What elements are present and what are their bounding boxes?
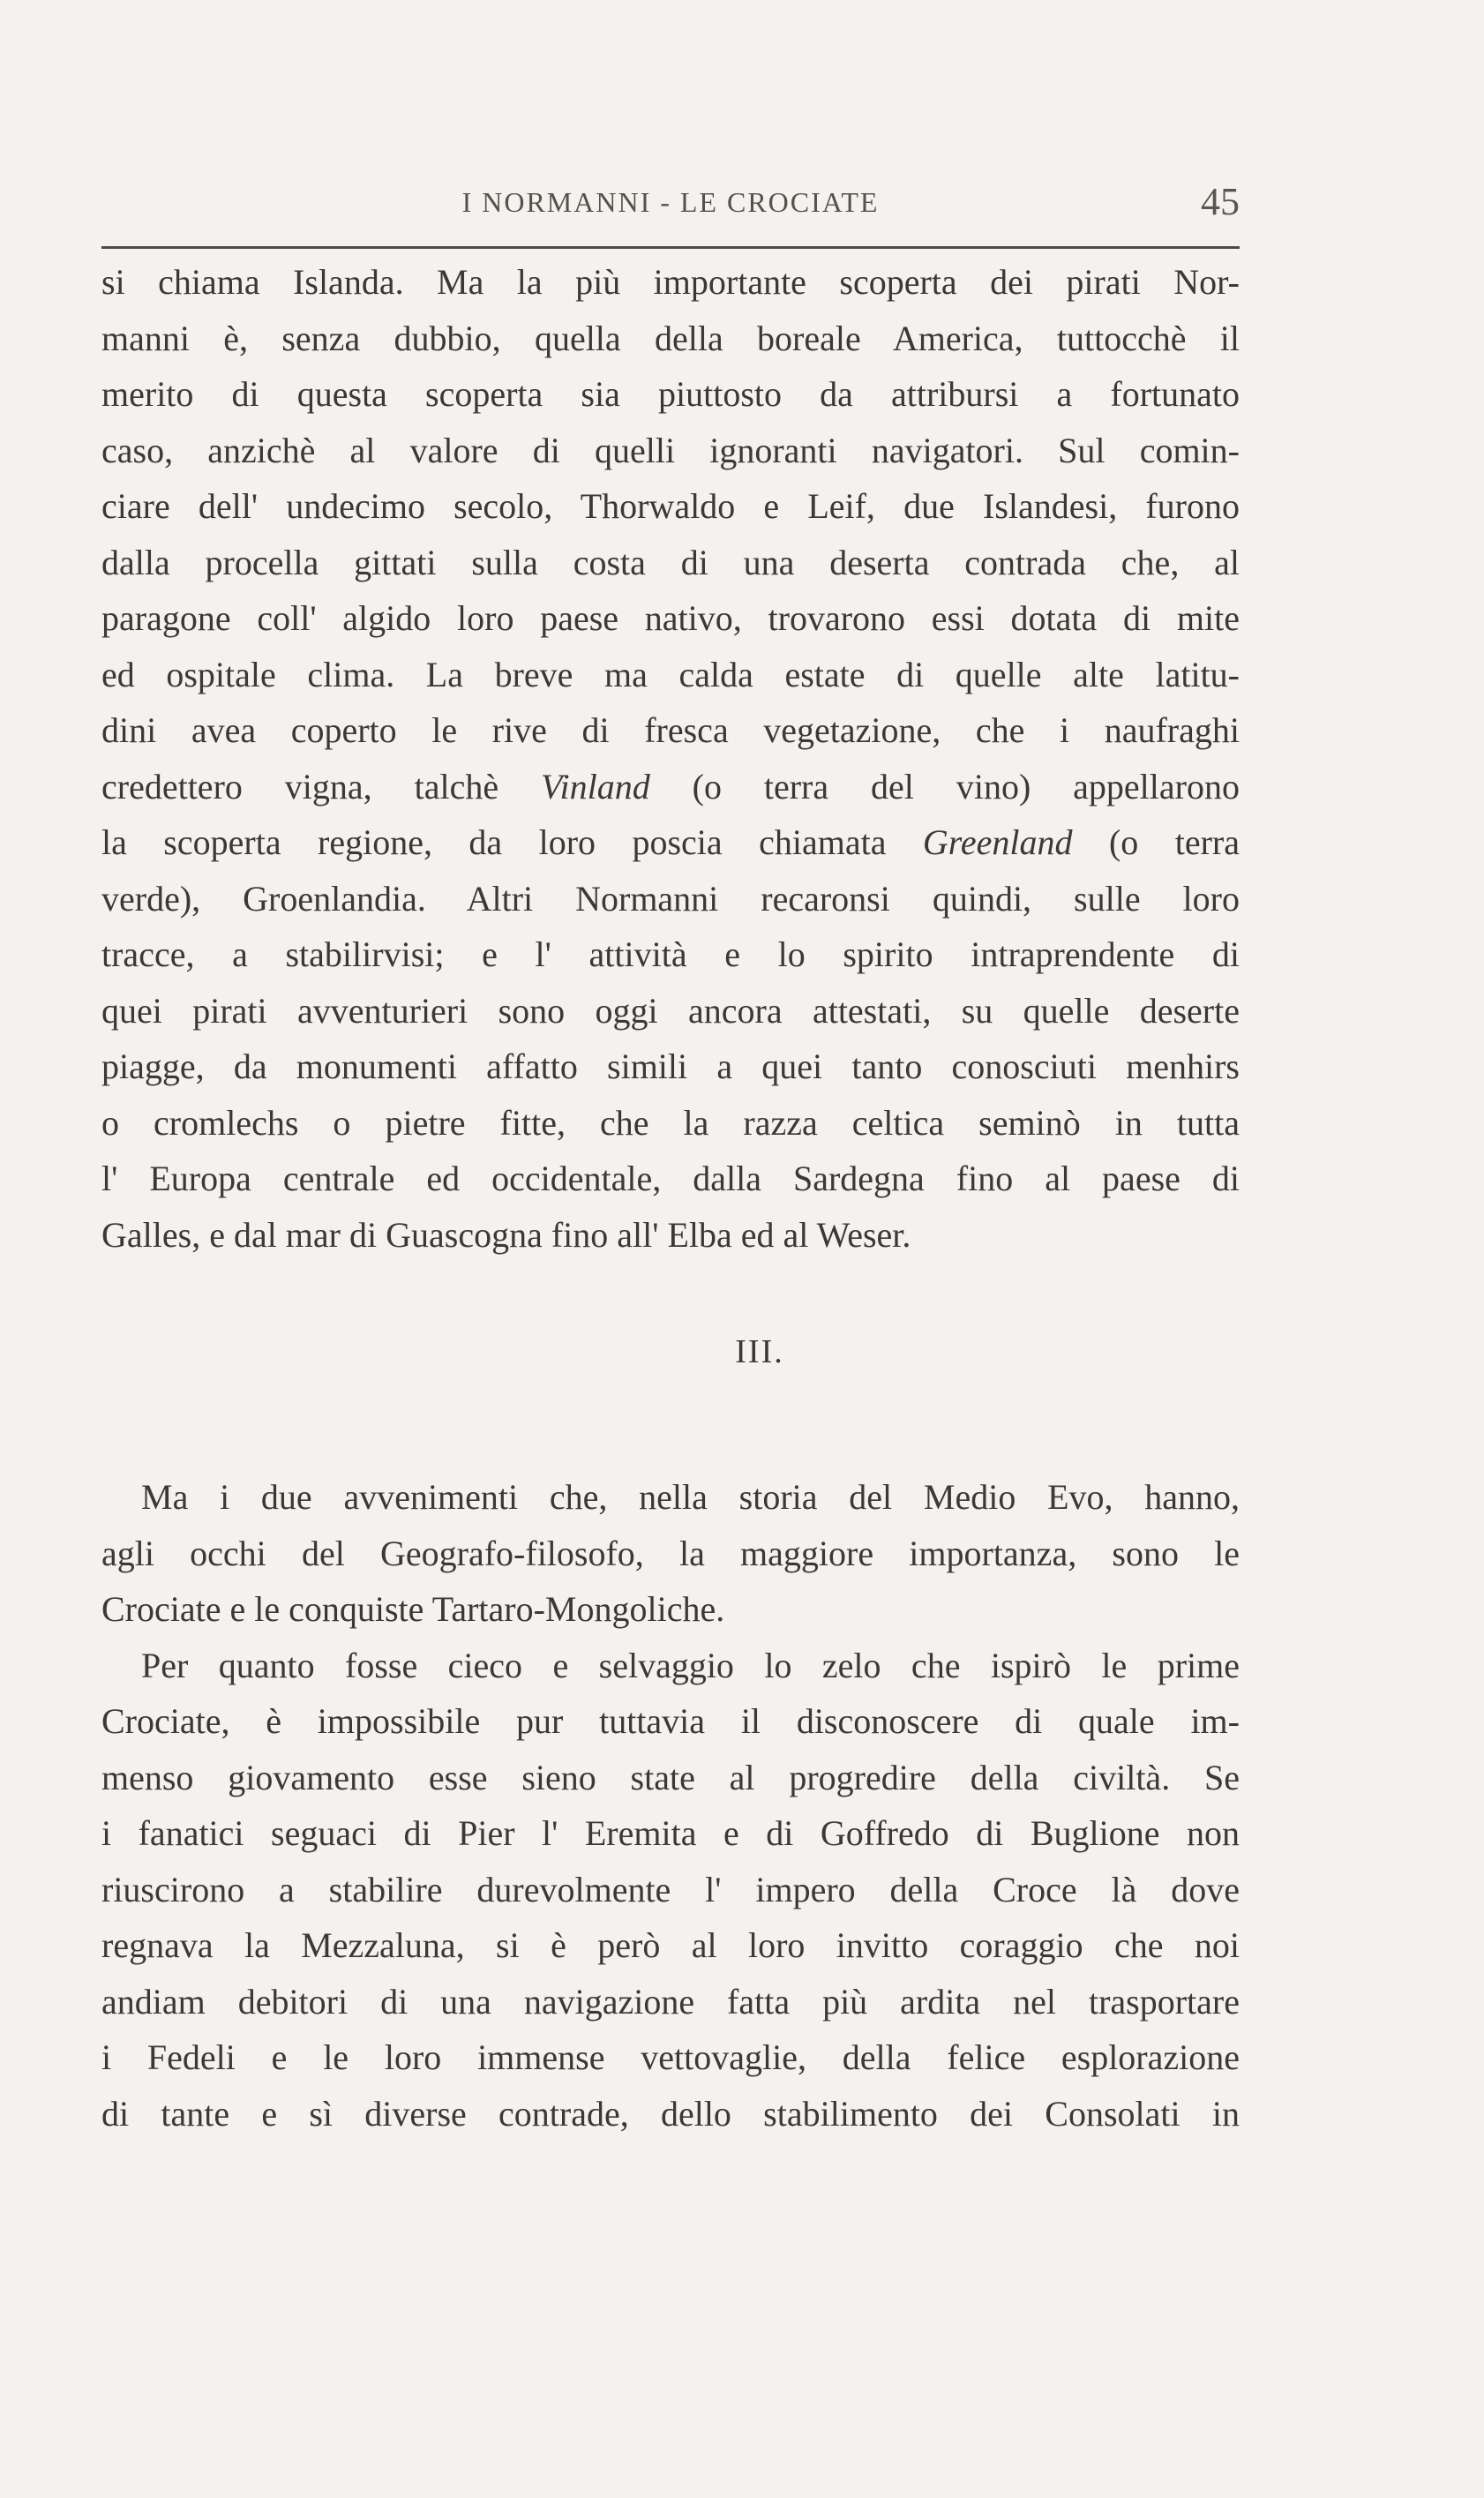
text-line: piagge, da monumenti affatto simili a quei tanto conosciuti menhirs xyxy=(101,1046,1240,1086)
text-line: ed ospitale clima. La breve ma calda estate di quelle alte latitu- xyxy=(101,654,1240,694)
text-line: si chiama Islanda. Ma la più importante scoperta dei pirati Nor- xyxy=(101,262,1240,302)
text-block-1 xyxy=(101,254,1240,1263)
text-line: andiam debitori di una navigazione fatta più ardita nel trasportare xyxy=(101,1981,1240,2022)
italic-term-vinland: Vinland xyxy=(541,766,650,806)
text-line: ciare dell' undecimo secolo, Thorwaldo e Leif, due Islandesi, furono xyxy=(101,486,1240,526)
text-line: i Fedeli e le loro immense vettovaglie, della felice esplorazione xyxy=(101,2037,1240,2077)
text-line: riuscirono a stabilire durevolmente l' impero della Croce là dove xyxy=(101,1869,1240,1909)
page-number: 45 xyxy=(1201,180,1240,223)
text-line: paragone coll' algido loro paese nativo, trovarono essi dotata di mite xyxy=(101,598,1240,638)
text-line: i fanatici seguaci di Pier l' Eremita e di Goffredo di Buglione non xyxy=(101,1813,1240,1853)
text-segment: Ma i due avvenimenti che, nella storia del Medio Evo, hanno, xyxy=(141,1477,1240,1517)
text-line: o cromlechs o pietre fitte, che la razza celtica seminò in tutta xyxy=(101,1102,1240,1143)
text-line: l' Europa centrale ed occidentale, dalla Sardegna fino al paese di xyxy=(101,1159,1240,1198)
text-line: Galles, e dal mar di Guascogna fino all' Elba ed al Weser. xyxy=(101,1214,911,1255)
running-title: I NORMANNI - LE CROCIATE xyxy=(461,186,880,218)
text-line: verde), Groenlandia. Altri Normanni recaronsi quindi, sulle loro xyxy=(101,878,1240,919)
header-rule xyxy=(101,246,1240,249)
text-segment: Per quanto fosse cieco e selvaggio lo zelo che ispirò le prime xyxy=(141,1645,1240,1685)
text-line: di tante e sì diverse contrade, dello stabilimento dei Consolati in xyxy=(101,2093,1240,2134)
text-line: merito di questa scoperta sia piuttosto da attribursi a fortunato xyxy=(101,374,1240,414)
text-segment: credettero vigna, talchè xyxy=(101,766,541,806)
text-line xyxy=(101,1469,1240,1526)
text-block-2 xyxy=(101,1469,1240,2142)
text-line: caso, anzichè al valore di quelli ignoranti navigatori. Sul comin- xyxy=(101,430,1240,470)
text-line: agli occhi del Geografo-filosofo, la maggiore importanza, sono le xyxy=(101,1533,1240,1573)
text-line xyxy=(101,759,1240,815)
text-line: regnava la Mezzaluna, si è però al loro invitto coraggio che noi xyxy=(101,1925,1240,1965)
text-segment: (o terra xyxy=(1072,822,1240,862)
running-head xyxy=(101,181,1240,225)
text-segment: (o terra del vino) appellarono xyxy=(649,766,1240,806)
italic-term-greenland: Greenland xyxy=(922,822,1073,862)
text-line xyxy=(101,1638,1240,1694)
text-line: Crociate e le conquiste Tartaro-Mongoliche. xyxy=(101,1589,725,1629)
text-line: Crociate, è impossibile pur tuttavia il disconoscere di quale im- xyxy=(101,1701,1240,1741)
text-line: tracce, a stabilirvisi; e l' attività e lo spirito intraprendente di xyxy=(101,934,1240,974)
text-segment: la scoperta regione, da loro poscia chiamata xyxy=(101,822,923,862)
text-line: dini avea coperto le rive di fresca vegetazione, che i naufraghi xyxy=(101,710,1240,750)
section-number: III. xyxy=(735,1333,784,1370)
text-line xyxy=(101,814,1240,871)
text-line: manni è, senza dubbio, quella della boreale America, tuttocchè il xyxy=(101,318,1240,358)
text-line: dalla procella gittati sulla costa di una deserta contrada che, al xyxy=(101,542,1240,582)
text-line: quei pirati avventurieri sono oggi ancora attestati, su quelle deserte xyxy=(101,990,1240,1031)
text-line: menso giovamento esse sieno state al progredire della civiltà. Se xyxy=(101,1757,1240,1797)
